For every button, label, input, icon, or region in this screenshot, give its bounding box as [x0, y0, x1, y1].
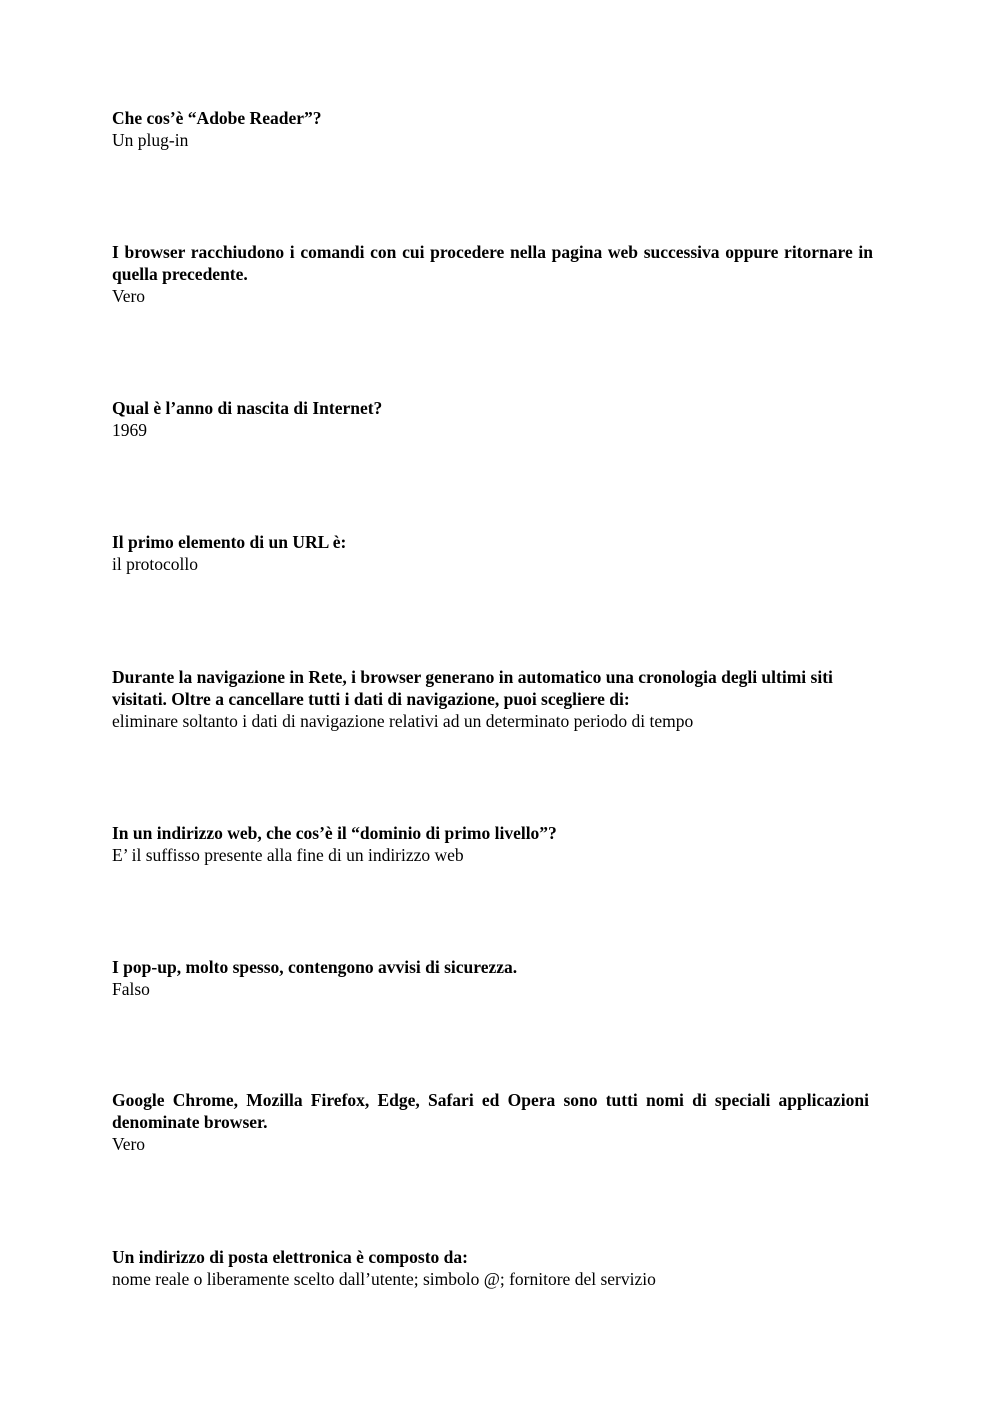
answer-text: Vero [112, 286, 146, 306]
qa-item-9 [112, 1246, 872, 1290]
qa-item-8 [112, 1089, 869, 1155]
answer-text: E’ il suffisso presente alla fine di un indirizzo web [112, 845, 464, 865]
answer-text: Un plug-in [112, 130, 189, 150]
qa-item-2 [112, 241, 873, 307]
question-text: Durante la navigazione in Rete, i browser generano in automatico una cronologia degli ultimi siti visitati. Oltre a cancellare tutti i dati di navigazione, puoi scegliere di: [112, 667, 833, 709]
question-text: Un indirizzo di posta elettronica è composto da: [112, 1247, 468, 1267]
question-text: Qual è l’anno di nascita di Internet? [112, 398, 383, 418]
answer-text: il protocollo [112, 554, 199, 574]
qa-item-1 [112, 107, 872, 151]
question-text: Che cos’è “Adobe Reader”? [112, 108, 322, 128]
question-text: Google Chrome, Mozilla Firefox, Edge, Safari ed Opera sono tutti nomi di speciali applicazioni denominate browser. [112, 1090, 869, 1132]
answer-text: eliminare soltanto i dati di navigazione relativi ad un determinato periodo di tempo [112, 711, 694, 731]
question-text: Il primo elemento di un URL è: [112, 532, 347, 552]
qa-item-7 [112, 956, 872, 1000]
question-text: In un indirizzo web, che cos’è il “dominio di primo livello”? [112, 823, 557, 843]
answer-text: Vero [112, 1134, 146, 1154]
answer-text: nome reale o liberamente scelto dall’utente; simbolo @; fornitore del servizio [112, 1269, 656, 1289]
answer-text: Falso [112, 979, 150, 999]
qa-item-4 [112, 531, 872, 575]
qa-item-5 [112, 666, 882, 732]
question-text: I browser racchiudono i comandi con cui procedere nella pagina web successiva oppure ritornare in quella precedente. [112, 242, 873, 284]
question-text: I pop-up, molto spesso, contengono avvisi di sicurezza. [112, 957, 518, 977]
answer-text: 1969 [112, 420, 147, 440]
qa-item-3 [112, 397, 872, 441]
qa-item-6 [112, 822, 872, 866]
